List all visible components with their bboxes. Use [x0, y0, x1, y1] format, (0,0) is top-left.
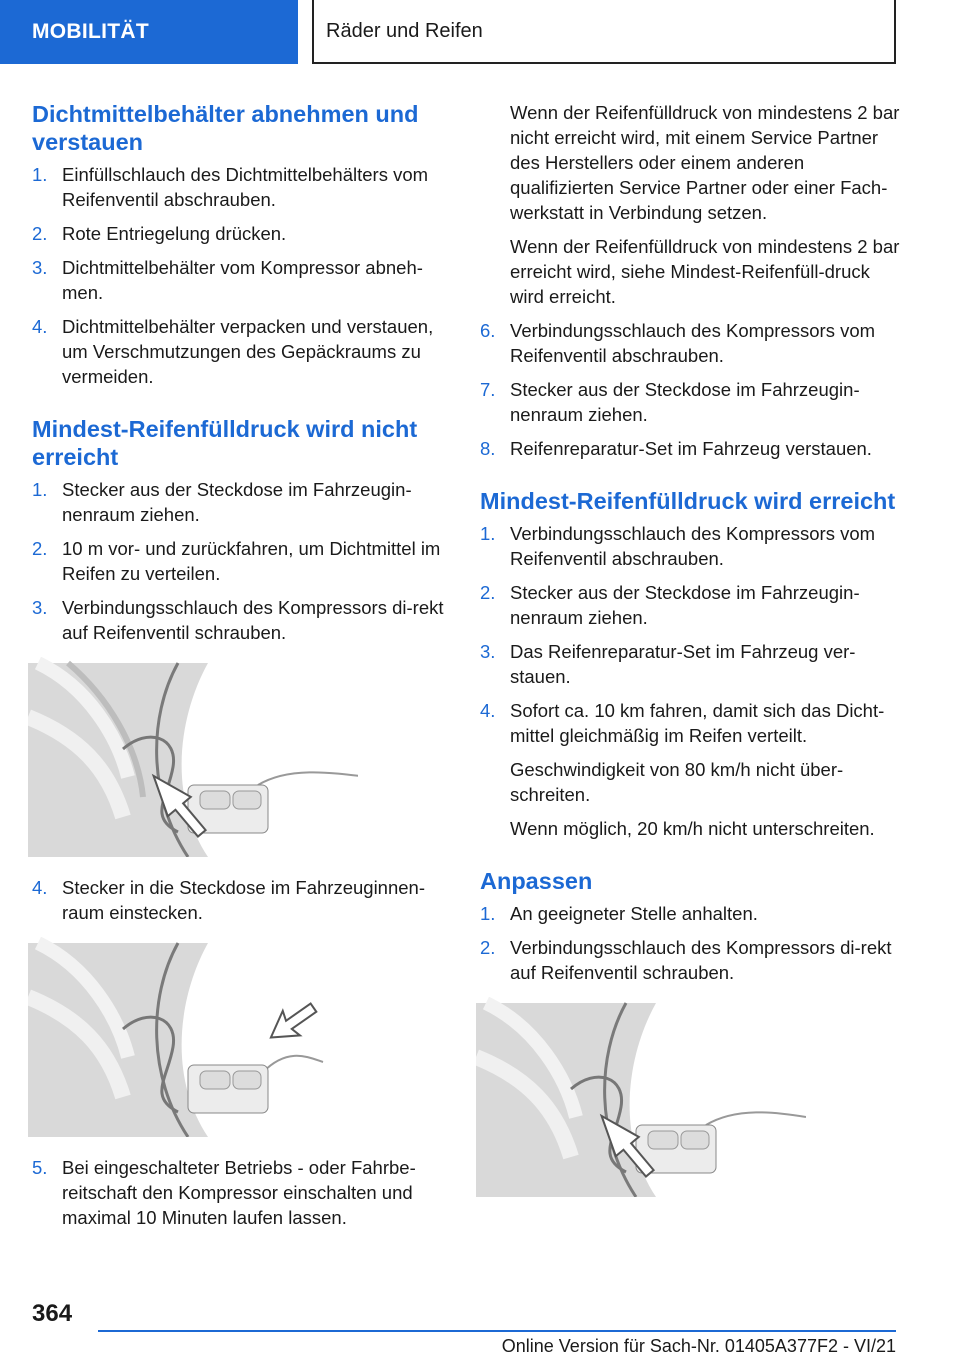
step-number: 2.	[32, 538, 48, 559]
step-text: Stecker aus der Steckdose im Fahrzeugin-nenraum ziehen.	[62, 479, 412, 525]
speed-note: Wenn möglich, 20 km/h nicht unterschreiten.	[510, 818, 875, 839]
compressor-adjust-illustration	[476, 997, 806, 1197]
step-number: 4.	[32, 877, 48, 898]
step-text: Einfüllschlauch des Dichtmittelbehälters vom Reifenventil abschrauben.	[62, 164, 429, 210]
steps-min-pressure-reached	[480, 521, 900, 748]
step-text: Dichtmittelbehälter vom Kompressor abneh-men.	[62, 257, 423, 303]
step-text: Verbindungsschlauch des Kompressors vom Reifenventil abschrauben.	[510, 320, 876, 366]
step-text: Stecker aus der Steckdose im Fahrzeugin-nenraum ziehen.	[510, 582, 860, 628]
list-item	[32, 477, 452, 527]
step-text: An geeigneter Stelle anhalten.	[510, 903, 758, 924]
steps-min-pressure-not-reached-cont	[32, 875, 452, 925]
list-item	[32, 595, 452, 645]
step-text: Rote Entriegelung drücken.	[62, 223, 287, 244]
steps-remove-sealant	[32, 162, 452, 389]
step-number: 1.	[32, 479, 48, 500]
list-item	[480, 521, 900, 571]
step-text: Stecker in die Steckdose im Fahrzeuginnen-raum einstecken.	[62, 877, 425, 923]
section-header-title: Räder und Reifen	[312, 0, 896, 64]
list-item	[32, 875, 452, 925]
right-column	[480, 100, 900, 1215]
step-number: 2.	[480, 937, 496, 958]
compressor-plug-illustration	[28, 937, 358, 1137]
steps-min-pressure-not-reached-cont2	[32, 1155, 452, 1230]
footer-version-text: Online Version für Sach-Nr. 01405A377F2 - VI/21	[501, 1336, 896, 1356]
list-item	[32, 255, 452, 305]
step-text: Verbindungsschlauch des Kompressors di-rekt auf Reifenventil schrauben.	[62, 597, 444, 643]
list-item	[480, 639, 900, 689]
step-number: 4.	[32, 316, 48, 337]
steps-continued	[480, 318, 900, 461]
step-number: 1.	[480, 523, 496, 544]
list-item	[32, 314, 452, 389]
step-number: 1.	[480, 903, 496, 924]
steps-min-pressure-not-reached	[32, 477, 452, 645]
footer-divider	[98, 1330, 896, 1332]
step-number: 1.	[32, 164, 48, 185]
step-number: 3.	[32, 597, 48, 618]
step-number: 8.	[480, 438, 496, 459]
list-item	[480, 580, 900, 630]
step-number: 2.	[480, 582, 496, 603]
list-item	[480, 698, 900, 748]
illustration-compressor-hose-on-valve	[28, 657, 358, 857]
chapter-tab: MOBILITÄT	[0, 0, 298, 64]
step-text: Dichtmittelbehälter verpacken und verstauen, um Verschmutzungen des Gepäckraums zu vermeiden.	[62, 316, 434, 387]
heading-adjust: Anpassen	[480, 868, 593, 894]
illustration-compressor-hose-adjust	[476, 997, 806, 1197]
list-item	[32, 1155, 452, 1230]
step-number: 5.	[32, 1157, 48, 1178]
step-number: 3.	[32, 257, 48, 278]
step-text: Stecker aus der Steckdose im Fahrzeugin-nenraum ziehen.	[510, 379, 860, 425]
list-item	[32, 162, 452, 212]
list-item	[480, 436, 900, 461]
step-text: Bei eingeschalteter Betriebs - oder Fahrbe-reitschaft den Kompressor einschalten und maximal 10 Minuten laufen lassen.	[62, 1157, 416, 1228]
list-item	[32, 221, 452, 246]
step-number: 6.	[480, 320, 496, 341]
step-text: Sofort ca. 10 km fahren, damit sich das Dicht-mittel gleichmäßig im Reifen verteilt.	[510, 700, 885, 746]
step-number: 4.	[480, 700, 496, 721]
heading-min-pressure-not-reached: Mindest-Reifenfülldruck wird nicht erreicht	[32, 416, 418, 470]
steps-adjust	[480, 901, 900, 985]
step-number: 2.	[32, 223, 48, 244]
step-text: Das Reifenreparatur-Set im Fahrzeug ver-stauen.	[510, 641, 856, 687]
list-item	[480, 377, 900, 427]
step-number: 7.	[480, 379, 496, 400]
continuation-paragraph: Wenn der Reifenfülldruck von mindestens 2 bar nicht erreicht wird, mit einem Service Partner des Herstellers oder einem anderen qualifizierten Service Partner oder einer Fach-werkstatt in Verbindung setzen.	[510, 102, 900, 223]
step-text: 10 m vor- und zurückfahren, um Dichtmittel im Reifen zu verteilen.	[62, 538, 441, 584]
step-text: Reifenreparatur-Set im Fahrzeug verstauen.	[510, 438, 872, 459]
illustration-plug-in-socket	[28, 937, 358, 1137]
speed-note: Geschwindigkeit von 80 km/h nicht über-schreiten.	[510, 759, 844, 805]
heading-remove-sealant-container: Dichtmittelbehälter abnehmen und verstauen	[32, 101, 419, 155]
page-number: 364	[32, 1300, 73, 1327]
continuation-paragraph: Wenn der Reifenfülldruck von mindestens 2 bar erreicht wird, siehe Mindest-Reifenfüll-druck wird erreicht.	[510, 236, 900, 307]
list-item	[480, 318, 900, 368]
compressor-tire-illustration	[28, 657, 358, 857]
step-text: Verbindungsschlauch des Kompressors vom Reifenventil abschrauben.	[510, 523, 876, 569]
list-item	[480, 901, 900, 926]
step-number: 3.	[480, 641, 496, 662]
left-column	[32, 100, 452, 1239]
step-text: Verbindungsschlauch des Kompressors di-rekt auf Reifenventil schrauben.	[510, 937, 892, 983]
heading-min-pressure-reached: Mindest-Reifenfülldruck wird erreicht	[480, 488, 896, 514]
list-item	[32, 536, 452, 586]
list-item	[480, 935, 900, 985]
